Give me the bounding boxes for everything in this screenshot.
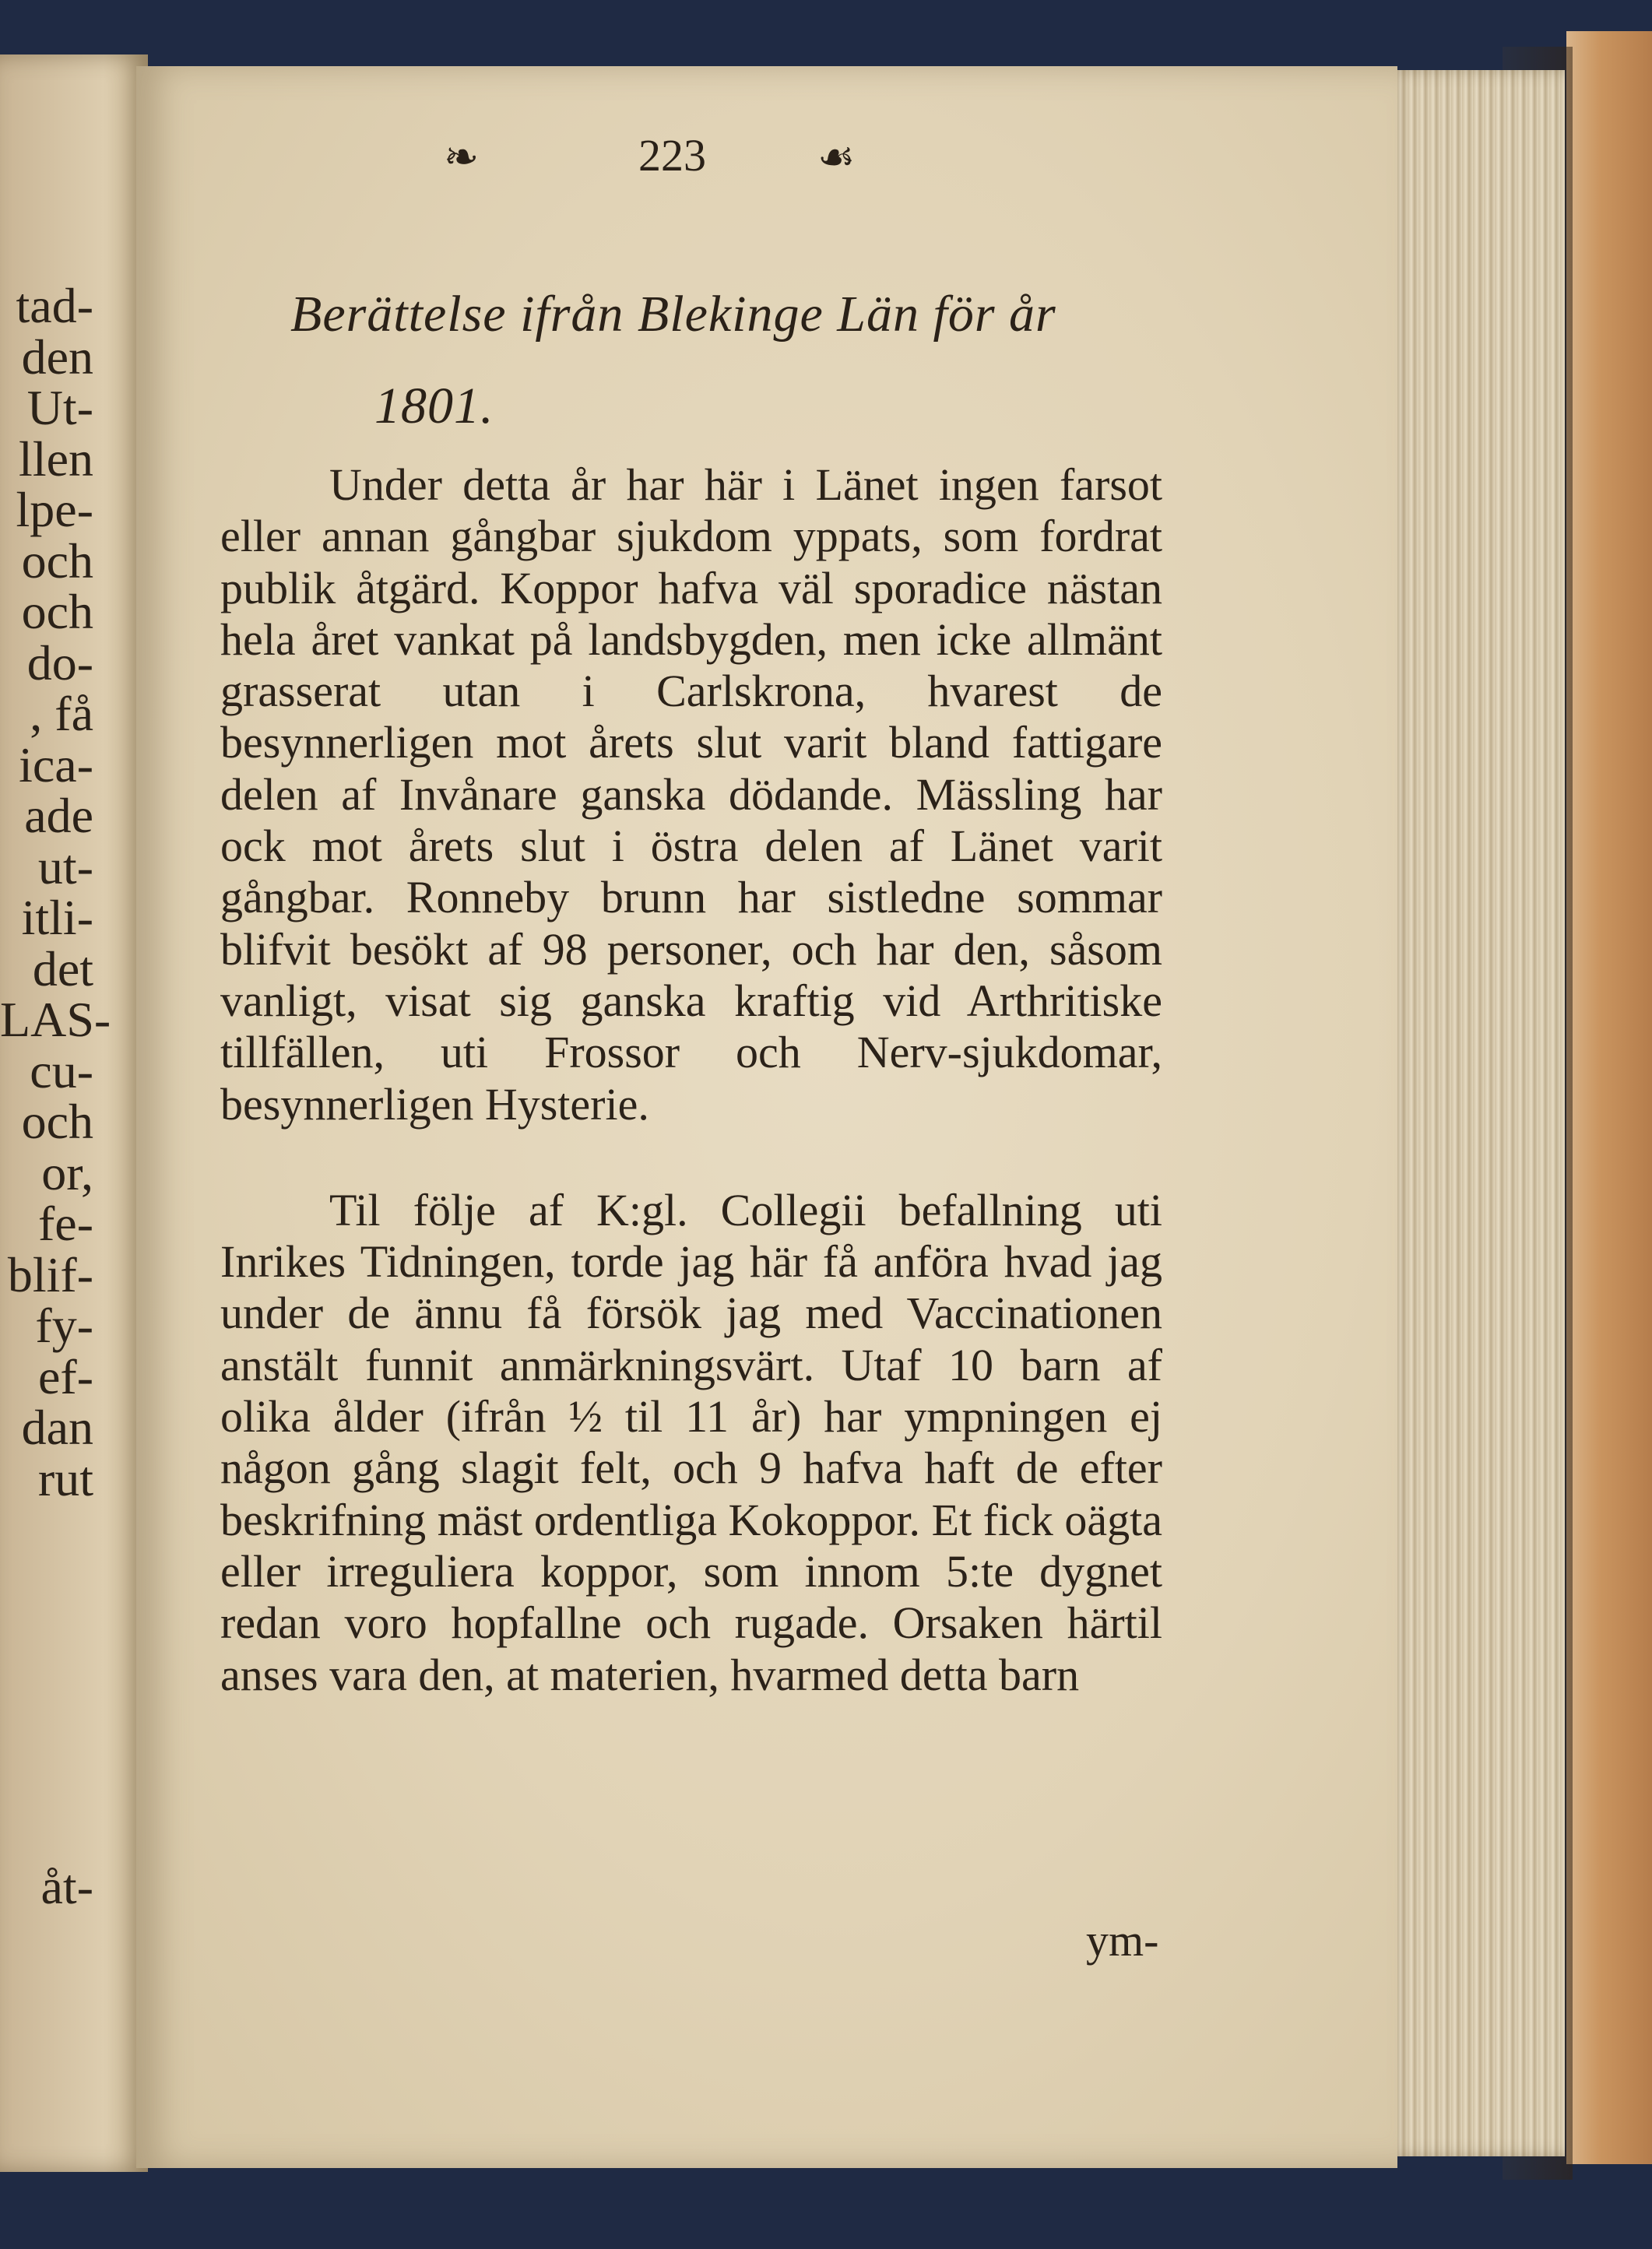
page-stack-edge	[1386, 70, 1565, 2156]
catchword: ym-	[1086, 1915, 1159, 1966]
left-page-fragment: cu-	[30, 1042, 93, 1098]
section-title	[290, 269, 1209, 452]
body-text	[220, 459, 1162, 1701]
left-page-fragment	[0, 1708, 148, 1759]
book-cover-edge	[1566, 31, 1652, 2164]
left-page-fragment: or,	[41, 1144, 93, 1200]
left-page-fragment: ef-	[37, 1348, 93, 1404]
left-page-fragment: LAS-	[0, 992, 111, 1047]
left-page-fragment: lpe-	[16, 482, 93, 537]
left-page-fragment	[0, 1555, 148, 1607]
left-page-fragment: do-	[26, 634, 93, 691]
left-page-fragment: itli-	[21, 890, 93, 945]
left-page-fragment: och	[21, 532, 93, 589]
left-page-fragment: fe-	[37, 1196, 93, 1251]
left-page-fragment: rut	[37, 1450, 93, 1506]
ornament-left-icon: ❧	[444, 134, 480, 181]
left-page-fragment: det	[32, 940, 93, 996]
left-page-fragment	[0, 1606, 148, 1657]
left-page-fragment	[0, 1759, 148, 1811]
left-page-fragment: dan	[21, 1400, 93, 1455]
left-page-fragment	[0, 1657, 148, 1709]
left-page-fragment: Ut-	[26, 380, 93, 435]
left-page-fragment: tad-	[16, 278, 93, 333]
page-number: 223	[638, 130, 706, 181]
page-header	[444, 125, 926, 195]
left-page-fragment	[0, 1810, 148, 1861]
paragraph-2: Til följe af K:gl. Collegii befallning uti Inrikes Tidningen, torde jag här få anföra hvad jag under de ännu få försök jag med Vaccinationen anstält funnit anmärkningsvärt. Utaf 10 barn af olika ålder (ifrån ½ til 11 år) har ympningen ej någon gång slagit felt, och 9 hafva haft de efter beskrifning mäst ordentliga Kokoppor. Et fick oägta eller irreguliera koppor, som innom 5:te dygnet redan voro hopfallne och rugade. Orsaken härtil anses vara den, at materien, hvarmed detta barn	[220, 1184, 1162, 1700]
left-page	[0, 54, 148, 2172]
section-title-line-1: Berättelse ifrån Blekinge Län för år	[290, 286, 1056, 343]
left-page-fragment: ut-	[37, 838, 93, 894]
paragraph-1: Under detta år har här i Länet ingen farsot eller annan gångbar sjukdom yppats, som fordrat publik åtgärd. Koppor hafva väl sporadice nästan hela året vankat på landsbygden, men icke allmänt grasserat utan i Carlskrona, hvarest de besynnerligen mot årets slut varit bland fattigare delen af Invånare ganska dödande. Mässling har ock mot årets slut i östra delen af Länet varit gångbar. Ronneby brunn har sistledne sommar blifvit besökt af 98 personer, och har den, såsom vanligt, visat sig ganska kraftig vid Arthritiske tillfällen, uti Frossor och Nerv-sjukdomar, besynnerligen Hysterie.	[220, 459, 1162, 1130]
left-page-fragment: fy-	[35, 1298, 93, 1353]
left-page-fragment: ade	[24, 788, 93, 843]
left-page-fragment: den	[21, 329, 93, 385]
ornament-right-icon: ☙	[817, 134, 856, 181]
left-page-fragment	[0, 1504, 148, 1555]
left-page-fragment: llen	[19, 430, 93, 487]
left-page-fragment: ica-	[19, 736, 93, 792]
left-page-fragment: och	[21, 584, 93, 639]
left-page-fragment: och	[21, 1094, 93, 1149]
left-page-text-fragments	[0, 280, 148, 1912]
left-page-fragment: , få	[30, 686, 93, 741]
left-page-fragment: åt-	[40, 1858, 93, 1914]
section-title-year: 1801.	[374, 378, 494, 434]
left-page-fragment: blif-	[7, 1246, 93, 1302]
